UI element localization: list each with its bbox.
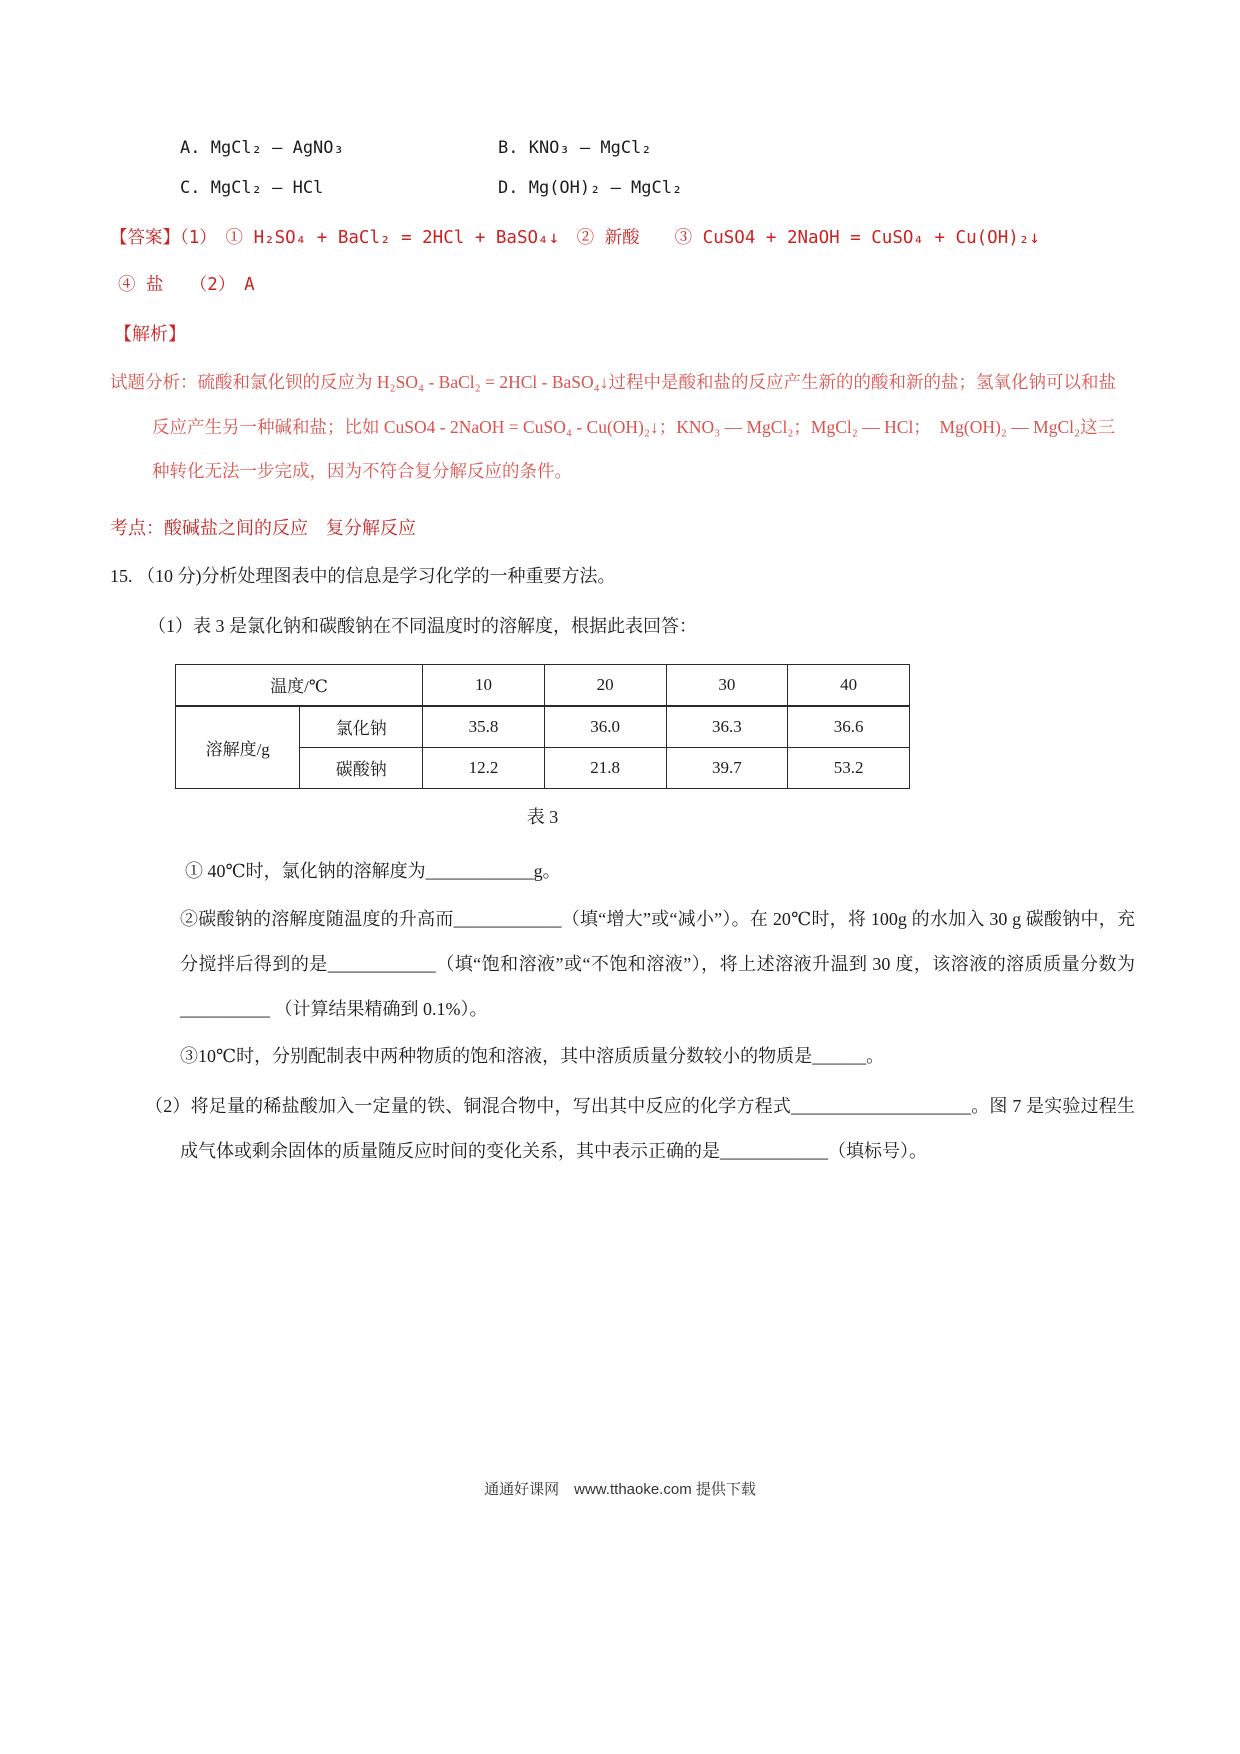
- solubility-table: [175, 664, 910, 789]
- option-d: D. Mg(OH)₂ — MgCl₂: [498, 178, 683, 198]
- page-footer: 通通好课网 www.tthaoke.com 提供下载: [484, 1481, 756, 1498]
- table-cell: 12.2: [423, 747, 545, 788]
- blank-item-3: ③10℃时，分别配制表中两种物质的饱和溶液，其中溶质质量分数较小的物质是______。: [180, 1045, 885, 1066]
- table-caption: 表 3: [526, 806, 559, 827]
- table-header-temperature: 温度/℃: [176, 664, 423, 706]
- table-temp-20: 20: [544, 664, 666, 706]
- table-temp-30: 30: [666, 664, 788, 706]
- table-temp-40: 40: [788, 664, 910, 706]
- option-a: A. MgCl₂ — AgNO₃: [180, 138, 344, 158]
- table-row-label-solubility: 溶解度/g: [176, 706, 300, 789]
- option-c: C. MgCl₂ — HCl: [180, 178, 324, 198]
- table-cell: 36.0: [544, 706, 666, 748]
- answer-line-2: ④ 盐 （2） A: [118, 275, 255, 295]
- option-b: B. KNO₃ — MgCl₂: [498, 138, 652, 158]
- table-cell: 36.3: [666, 706, 788, 748]
- table-cell: 35.8: [423, 706, 545, 748]
- table-temp-10: 10: [423, 664, 545, 706]
- table-cell: 21.8: [544, 747, 666, 788]
- answer-line-1: 【答案】（1） ① H₂SO₄ + BaCl₂ = 2HCl + BaSO₄↓ ② 新酸 ③ CuSO4 + 2NaOH = CuSO₄ + Cu(OH)₂↓: [110, 228, 1040, 248]
- options-row-1: [110, 138, 1135, 158]
- blank-item-2: ②碳酸钠的溶解度随温度的升高而____________（填“增大”或“减小”）。在 20℃时，将 100g 的水加入 30 g 碳酸钠中，充分搅拌后得到的是____________（填“饱和溶液”或“不饱和溶液”），将上述溶液升温到 30 度，该溶液的溶质质量分数为__________ （计算结果精确到 0.1%）。: [180, 908, 1135, 1019]
- table-cell: 53.2: [788, 747, 910, 788]
- table-cell: 39.7: [666, 747, 788, 788]
- question-15-part2: （2）将足量的稀盐酸加入一定量的铁、铜混合物中，写出其中反应的化学方程式____________________。图 7 是实验过程生成气体或剩余固体的质量随反应时间的变化关系，其中表示正确的是____________（填标号）。: [145, 1095, 1135, 1161]
- table-cell: 36.6: [788, 706, 910, 748]
- question-15-stem: 15. （10 分)分析处理图表中的信息是学习化学的一种重要方法。: [110, 565, 616, 586]
- table-row: [176, 706, 910, 748]
- analysis-text: 试题分析：硫酸和氯化钡的反应为 H₂SO₄ - BaCl₂ = 2HCl - BaSO₄↓过程中是酸和盐的反应产生新的的酸和新的盐；氢氧化钠可以和盐反应产生另一种碱和盐；比如 CuSO4 - 2NaOH = CuSO₄ - Cu(OH)₂↓；KNO₃ — MgCl₂；MgCl₂ — HCl； Mg(OH)₂ — MgCl₂这三种转化无法一步完成，因为不符合复分解反应的条件。: [110, 372, 1117, 482]
- options-row-2: [110, 178, 1135, 198]
- exam-point: 考点：酸碱盐之间的反应 复分解反应: [110, 517, 416, 538]
- blank-item-1: ① 40℃时，氯化钠的溶解度为____________g。: [185, 860, 561, 881]
- analysis-label: 【解析】: [114, 324, 186, 344]
- table-substance-nacl: 氯化钠: [300, 706, 423, 748]
- question-15-part1-intro: （1）表 3 是氯化钠和碳酸钠在不同温度时的溶解度，根据此表回答：: [148, 615, 697, 636]
- table-substance-na2co3: 碳酸钠: [300, 747, 423, 788]
